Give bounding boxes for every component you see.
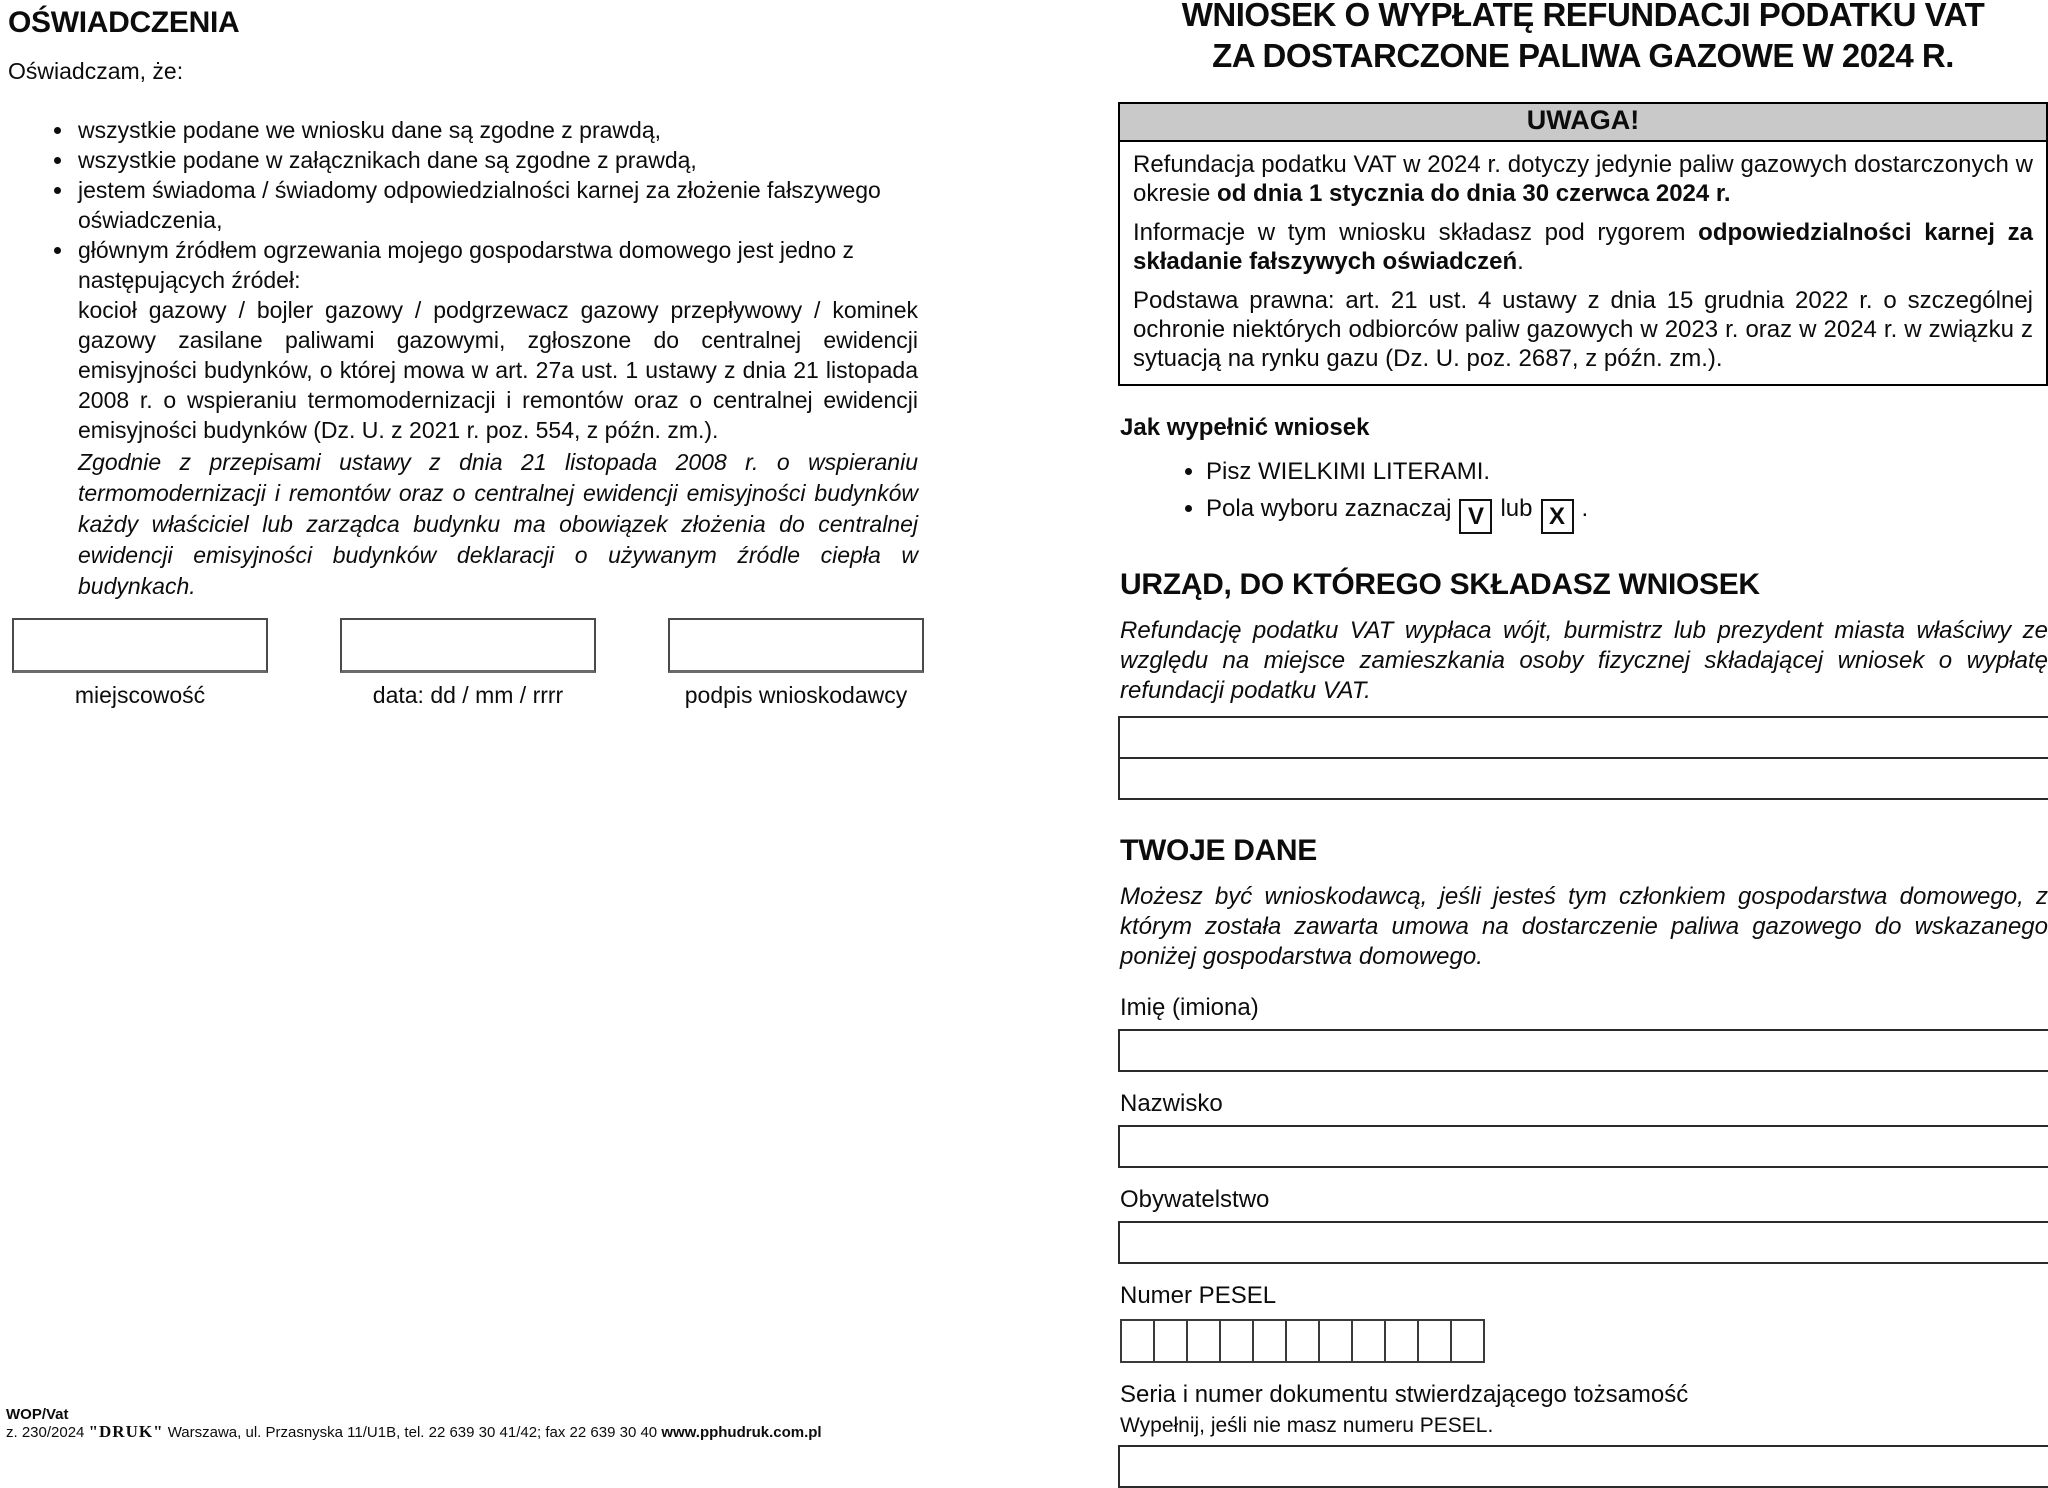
footer-address: Warszawa, ul. Przasnyska 11/U1B, tel. 22 639 30 41/42; fax 22 639 30 40 [167,1424,658,1441]
pesel-cell[interactable] [1320,1321,1353,1361]
your-data-note: Możesz być wnioskodawcą, jeśli jesteś tym członkiem gospodarstwa domowego, z którym została zawarta umowa na dostarczenie paliwa gazowego do wskazanego poniżej gospodarstwa domowego. [1120,883,2048,970]
howto-checkbox-text: Pola wyboru zaznaczaj [1206,495,1452,522]
citizenship-label: Obywatelstwo [1120,1186,1270,1213]
warning-p1-bold: od dnia 1 stycznia do dnia 30 czerwca 2024 r. [1217,180,1731,207]
application-column [1118,0,2048,1488]
footer-website: www.pphudruk.com.pl [661,1424,822,1441]
declarations-heading: OŚWIADCZENIA [8,6,240,39]
footer-printer-line [6,1423,822,1441]
date-label: data: dd / mm / rrrr [372,682,564,708]
pesel-grid [1120,1319,1485,1363]
warning-header: UWAGA! [1120,104,2046,142]
place-label: miejscowość [74,682,206,708]
declarations-column [8,6,920,708]
pesel-cell[interactable] [1287,1321,1320,1361]
form-title-line2: ZA DOSTARCZONE PALIWA GAZOWE W 2024 R. [1212,37,1954,74]
warning-p2-bold: odpowiedzialności karnej za składanie fałszywych oświadczeń [1133,219,2034,275]
declaration-item: • wszystkie podane w załącznikach dane są zgodne z prawdą, [75,145,920,175]
howto-item-capitals: • Pisz WIELKIMI LITERAMI. [1206,456,2048,487]
pesel-label: Numer PESEL [1120,1282,1277,1309]
howto-list [1118,456,2048,534]
signature-label: podpis wnioskodawcy [684,682,908,708]
declaration-item: • jestem świadoma / świadomy odpowiedzialności karnej za złożenie fałszywego oświadczenia, [75,175,920,235]
warning-box [1118,102,2048,386]
form-title-line1: WNIOSEK O WYPŁATĘ REFUNDACJI PODATKU VAT [1181,0,1985,33]
declaration-item: • głównym źródłem ogrzewania mojego gospodarstwa domowego jest jedno z następujących źródeł: [75,235,920,295]
office-section-note: Refundację podatku VAT wypłaca wójt, burmistrz lub prezydent miasta właściwy ze względu na miejsce zamieszkania osoby fizycznej składającej wniosek o wypłatę refundacji podatku VAT. [1120,617,2048,704]
warning-paragraph-1 [1133,150,2033,208]
ceeb-legal-note: Zgodnie z przepisami ustawy z dnia 21 listopada 2008 r. o wspieraniu termomodernizacji i remontów oraz o centralnej ewidencji emisyjności budynków każdy właściciel lub zarządca budynku ma obowiązek złożenia do centralnej ewidencji emisyjności budynków deklaracji o używanym źródle ciepła w budynkach. [78,449,918,599]
last-name-input[interactable] [1118,1125,2048,1168]
howto-lub-text: lub [1500,495,1533,522]
first-name-label: Imię (imiona) [1120,994,1259,1021]
pesel-cell[interactable] [1254,1321,1287,1361]
footer-druk-brand: "DRUK" [88,1422,164,1441]
last-name-label: Nazwisko [1120,1090,1223,1117]
checkbox-x-example: X [1541,499,1574,534]
pesel-cell[interactable] [1353,1321,1386,1361]
office-input-rows [1118,716,2048,800]
pesel-cell[interactable] [1155,1321,1188,1361]
warning-p2-text: Informacje w tym wniosku składasz pod rygorem [1133,219,1699,246]
pesel-cell[interactable] [1188,1321,1221,1361]
place-input[interactable] [12,618,268,673]
id-document-hint: Wypełnij, jeśli nie masz numeru PESEL. [1120,1414,1494,1437]
your-data-heading: TWOJE DANE [1120,834,1318,867]
pesel-cell[interactable] [1221,1321,1254,1361]
howto-item-checkboxes [1206,493,2048,534]
declarations-list [8,115,920,295]
howto-heading: Jak wypełnić wniosek [1120,414,1370,441]
heating-source-paragraph: kocioł gazowy / bojler gazowy / podgrzewacz gazowy przepływowy / kominek gazowy zasilane paliwami gazowymi, zgłoszone do centralnej ewidencji emisyjności budynków, o której mowa w art. 27a ust. 1 ustawy z dnia 21 listopada 2008 r. o wspieraniu termomodernizacji i remontów oraz o centralnej ewidencji emisyjności budynków (Dz. U. z 2021 r. poz. 554, z późn. zm.). [78,297,918,443]
pesel-cell[interactable] [1122,1321,1155,1361]
office-input-row-1[interactable] [1118,716,2048,759]
pesel-cell[interactable] [1386,1321,1419,1361]
date-input[interactable] [340,618,596,673]
warning-p1-text: Refundacja podatku VAT w 2024 r. dotyczy jedynie paliw gazowych dostarczonych w okresie [1133,151,2033,207]
office-section-heading: URZĄD, DO KTÓREGO SKŁADASZ WNIOSEK [1120,568,1760,601]
signature-input[interactable] [668,618,924,673]
declaration-item: • wszystkie podane we wniosku dane są zgodne z prawdą, [75,115,920,145]
signature-row [12,618,924,709]
signature-field-date [340,618,596,709]
form-title [1118,0,2048,76]
office-input-row-2[interactable] [1118,757,2048,800]
id-document-label: Seria i numer dokumentu stwierdzającego tożsamość [1120,1381,1689,1408]
pesel-cell[interactable] [1419,1321,1452,1361]
first-name-input[interactable] [1118,1029,2048,1072]
id-document-input[interactable] [1118,1445,2048,1488]
signature-field-signature [668,618,924,709]
declarations-intro: Oświadczam, że: [8,58,184,84]
warning-p2-end: . [1517,248,1524,275]
pesel-cell[interactable] [1452,1321,1483,1361]
citizenship-input[interactable] [1118,1221,2048,1264]
footer-form-code: WOP/Vat [6,1406,69,1423]
print-footer [6,1406,822,1441]
howto-period: . [1581,495,1589,522]
warning-body [1120,142,2046,384]
warning-paragraph-2 [1133,218,2033,276]
warning-paragraph-3: Podstawa prawna: art. 21 ust. 4 ustawy z dnia 15 grudnia 2022 r. o szczególnej ochronie niektórych odbiorców paliw gazowych w 2023 r. oraz w 2024 r. w związku z sytuacją na rynku gazu (Dz. U. poz. 2687, z późn. zm.). [1133,287,2033,372]
checkbox-v-example: V [1459,499,1492,534]
footer-order-number: z. 230/2024 [6,1424,85,1441]
signature-field-place [12,618,268,709]
